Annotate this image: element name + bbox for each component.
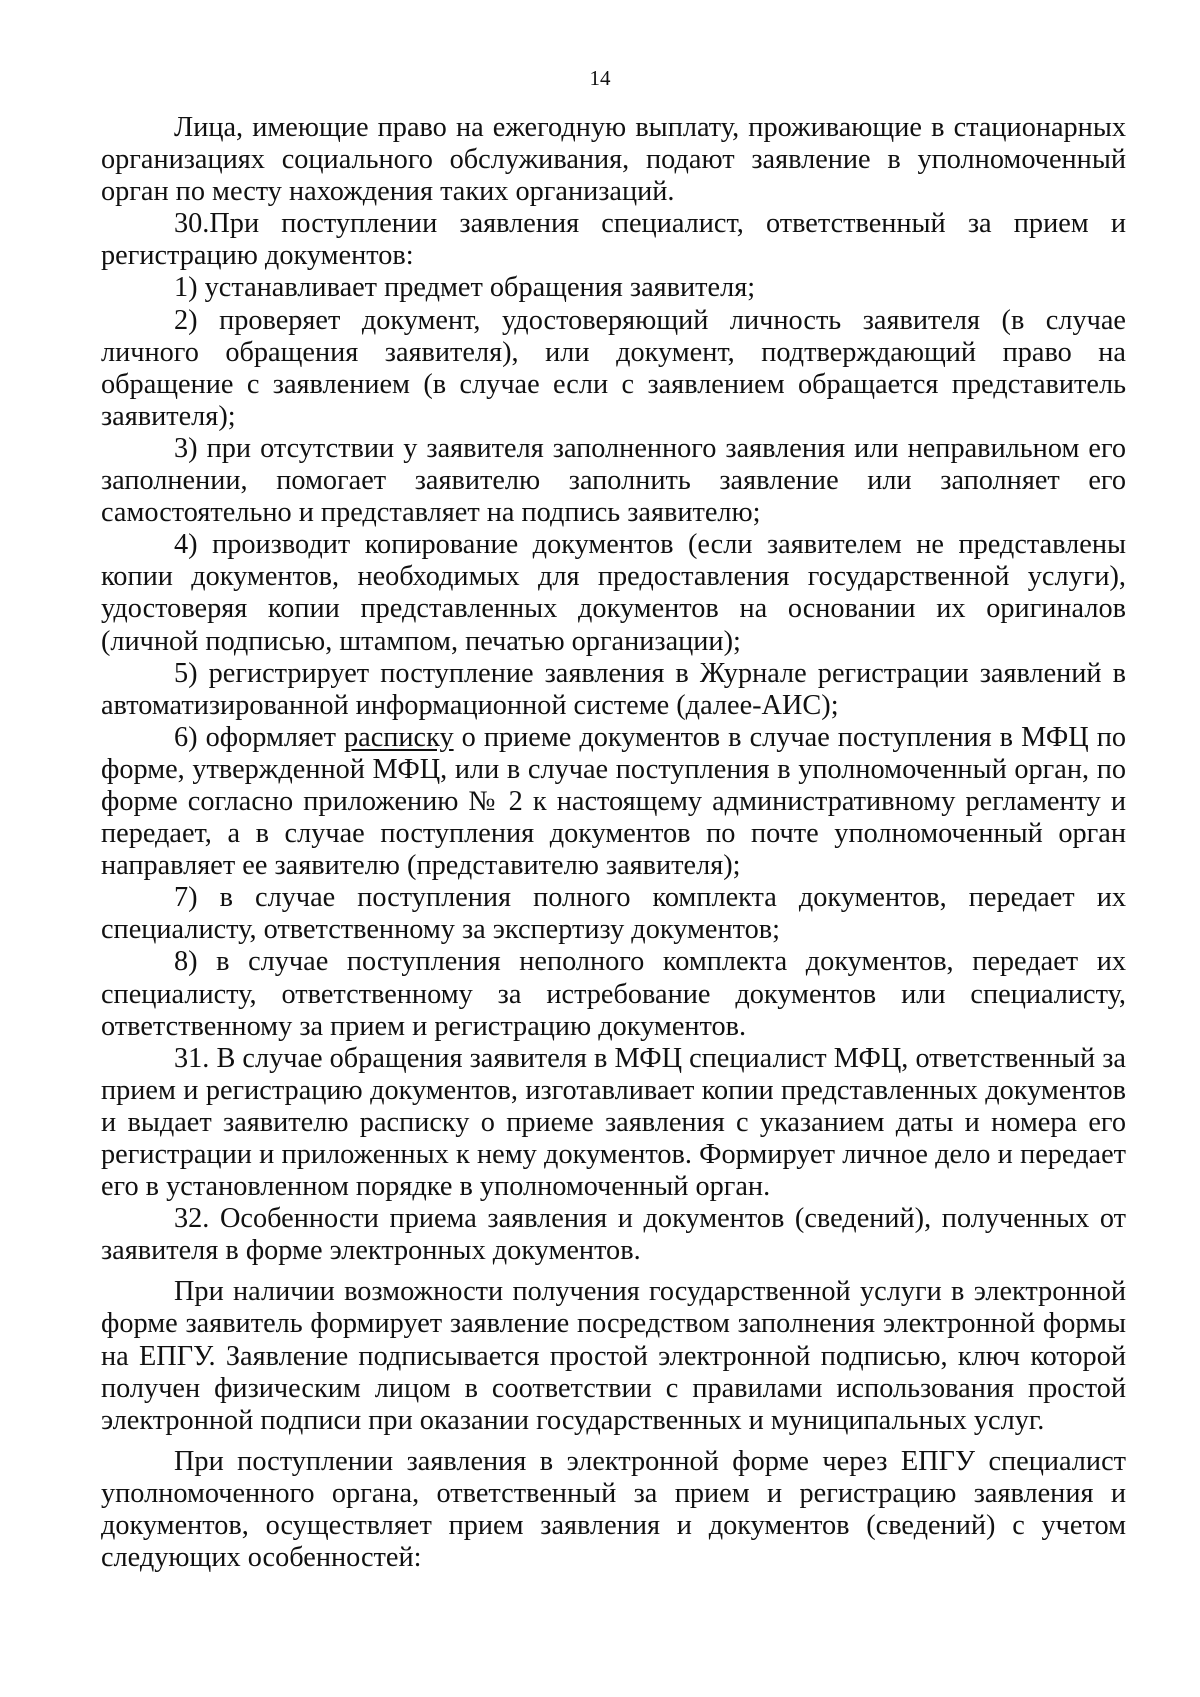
paragraph-electronic-form: При наличии возможности получения государственной услуги в электронной форме заявитель формирует заявление посредством заполнения электронной формы на ЕПГУ. Заявление подписывается простой электронной подписью, ключ которой получен физическим лицом в соответствии с правилами использования простой электронной подписи при оказании государственных и муниципальных услуг. <box>101 1276 1126 1436</box>
list-item-30-3: 3) при отсутствии у заявителя заполненного заявления или неправильном его заполнении, помогает заявителю заполнить заявление или заполняет его самостоятельно и представляет на подпись заявителю; <box>101 432 1126 529</box>
list-item-30-5: 5) регистрирует поступление заявления в Журнале регистрации заявлений в автоматизированной информационной системе (далее-АИС); <box>101 657 1126 721</box>
paragraph-30: 30.При поступлении заявления специалист, ответственный за прием и регистрацию документов: <box>101 208 1126 272</box>
list-item-30-6-text-end: о приеме документов в случае поступления в МФЦ по форме, утвержденной МФЦ, или в случае поступления в уполномоченный орган, по форме согласно приложению № 2 к настоящему административному регламенту и передает, а в случае поступления документов по почте уполномоченный орган направляет ее заявителю (представителю заявителя); <box>101 721 1126 882</box>
document-body <box>101 112 1126 1574</box>
receipt-link[interactable]: расписку <box>343 721 454 753</box>
list-item-30-4: 4) производит копирование документов (если заявителем не представлены копии документов, необходимых для предоставления государственной услуги), удостоверяя копии представленных документов на основании их оригиналов (личной подписью, штампом, печатью организации); <box>101 529 1126 657</box>
list-item-30-8: 8) в случае поступления неполного комплекта документов, передает их специалисту, ответственному за истребование документов или специалисту, ответственному за прием и регистрацию документов. <box>101 946 1126 1042</box>
paragraph-residents: Лица, имеющие право на ежегодную выплату, проживающие в стационарных организациях социального обслуживания, подают заявление в уполномоченный орган по месту нахождения таких организаций. <box>101 112 1126 208</box>
paragraph-epgu-receipt: При поступлении заявления в электронной форме через ЕПГУ специалист уполномоченного органа, ответственный за прием и регистрацию заявления и документов, осуществляет прием заявления и документов (сведений) с учетом следующих особенностей: <box>101 1445 1126 1574</box>
list-item-30-1: 1) устанавливает предмет обращения заявителя; <box>174 272 756 304</box>
page-number: 14 <box>589 66 611 90</box>
list-item-30-6-text-start: 6) оформляет <box>174 721 344 753</box>
list-item-30-2: 2) проверяет документ, удостоверяющий личность заявителя (в случае личного обращения заявителя), или документ, подтверждающий право на обращение с заявлением (в случае если с заявлением обращается представитель заявителя); <box>101 304 1126 432</box>
list-item-30-6 <box>101 722 1126 882</box>
paragraph-31: 31. В случае обращения заявителя в МФЦ специалист МФЦ, ответственный за прием и регистрацию документов, изготавливает копии представленных документов и выдает заявителю расписку о приеме заявления с указанием даты и номера его регистрации и приложенных к нему документов. Формирует личное дело и передает его в установленном порядке в уполномоченный орган. <box>101 1042 1126 1203</box>
paragraph-32: 32. Особенности приема заявления и документов (сведений), полученных от заявителя в форме электронных документов. <box>101 1203 1126 1267</box>
list-item-30-7: 7) в случае поступления полного комплекта документов, передает их специалисту, ответственному за экспертизу документов; <box>101 882 1126 946</box>
